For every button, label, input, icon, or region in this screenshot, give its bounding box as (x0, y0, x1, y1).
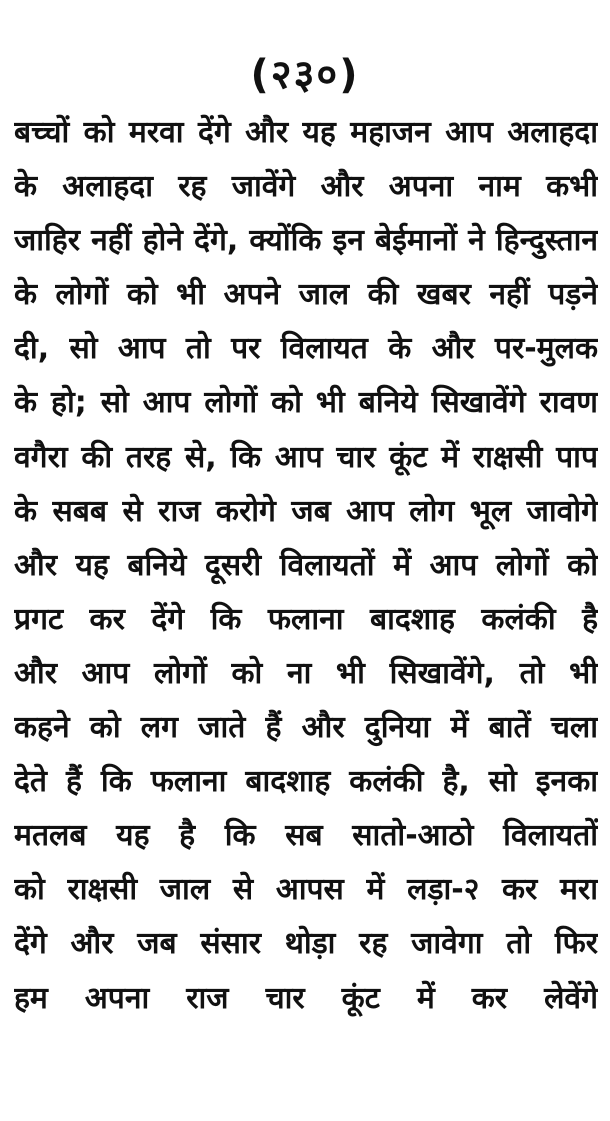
body-text (14, 106, 598, 1026)
text-line: वगैरा की तरह से, कि आप चार कूंट में राक्षसी पाप (14, 439, 598, 475)
text-line: दी, सो आप तो पर विलायत के और पर-मुलक (14, 331, 598, 367)
text-line: को राक्षसी जाल से आपस में लड़ा-२ कर मरा (14, 872, 598, 908)
text-line: के लोगों को भी अपने जाल की खबर नहीं पड़ने (14, 277, 598, 313)
text-line: के अलाहदा रह जावेंगे और अपना नाम कभी (14, 169, 598, 205)
text-line: देंगे और जब संसार थोड़ा रह जावेगा तो फिर (14, 926, 598, 962)
text-line: हम अपना राज चार कूंट में कर लेवेंगे (14, 980, 598, 1016)
text-line: और आप लोगों को ना भी सिखावेंगे, तो भी (14, 655, 598, 691)
text-line: और यह बनिये दूसरी विलायतों में आप लोगों को (14, 547, 598, 583)
text-line: देते हैं कि फलाना बादशाह कलंकी है, सो इनका (14, 764, 598, 800)
text-line: प्रगट कर देंगे कि फलाना बादशाह कलंकी है (14, 601, 598, 637)
text-line: मतलब यह है कि सब सातो-आठो विलायतों (14, 818, 598, 854)
text-line: के हो; सो आप लोगों को भी बनिये सिखावेंगे रावण (14, 385, 598, 421)
text-line: बच्चों को मरवा देंगे और यह महाजन आप अलाहदा (14, 115, 598, 150)
text-line: के सबब से राज करोगे जब आप लोग भूल जावोगे (14, 493, 598, 529)
text-line: कहने को लग जाते हैं और दुनिया में बातें चला (14, 710, 598, 746)
page-number: (२३०) (250, 52, 360, 98)
text-line: जाहिर नहीं होने देंगे, क्योंकि इन बेईमानों ने हिन्दुस्तान (14, 223, 598, 259)
